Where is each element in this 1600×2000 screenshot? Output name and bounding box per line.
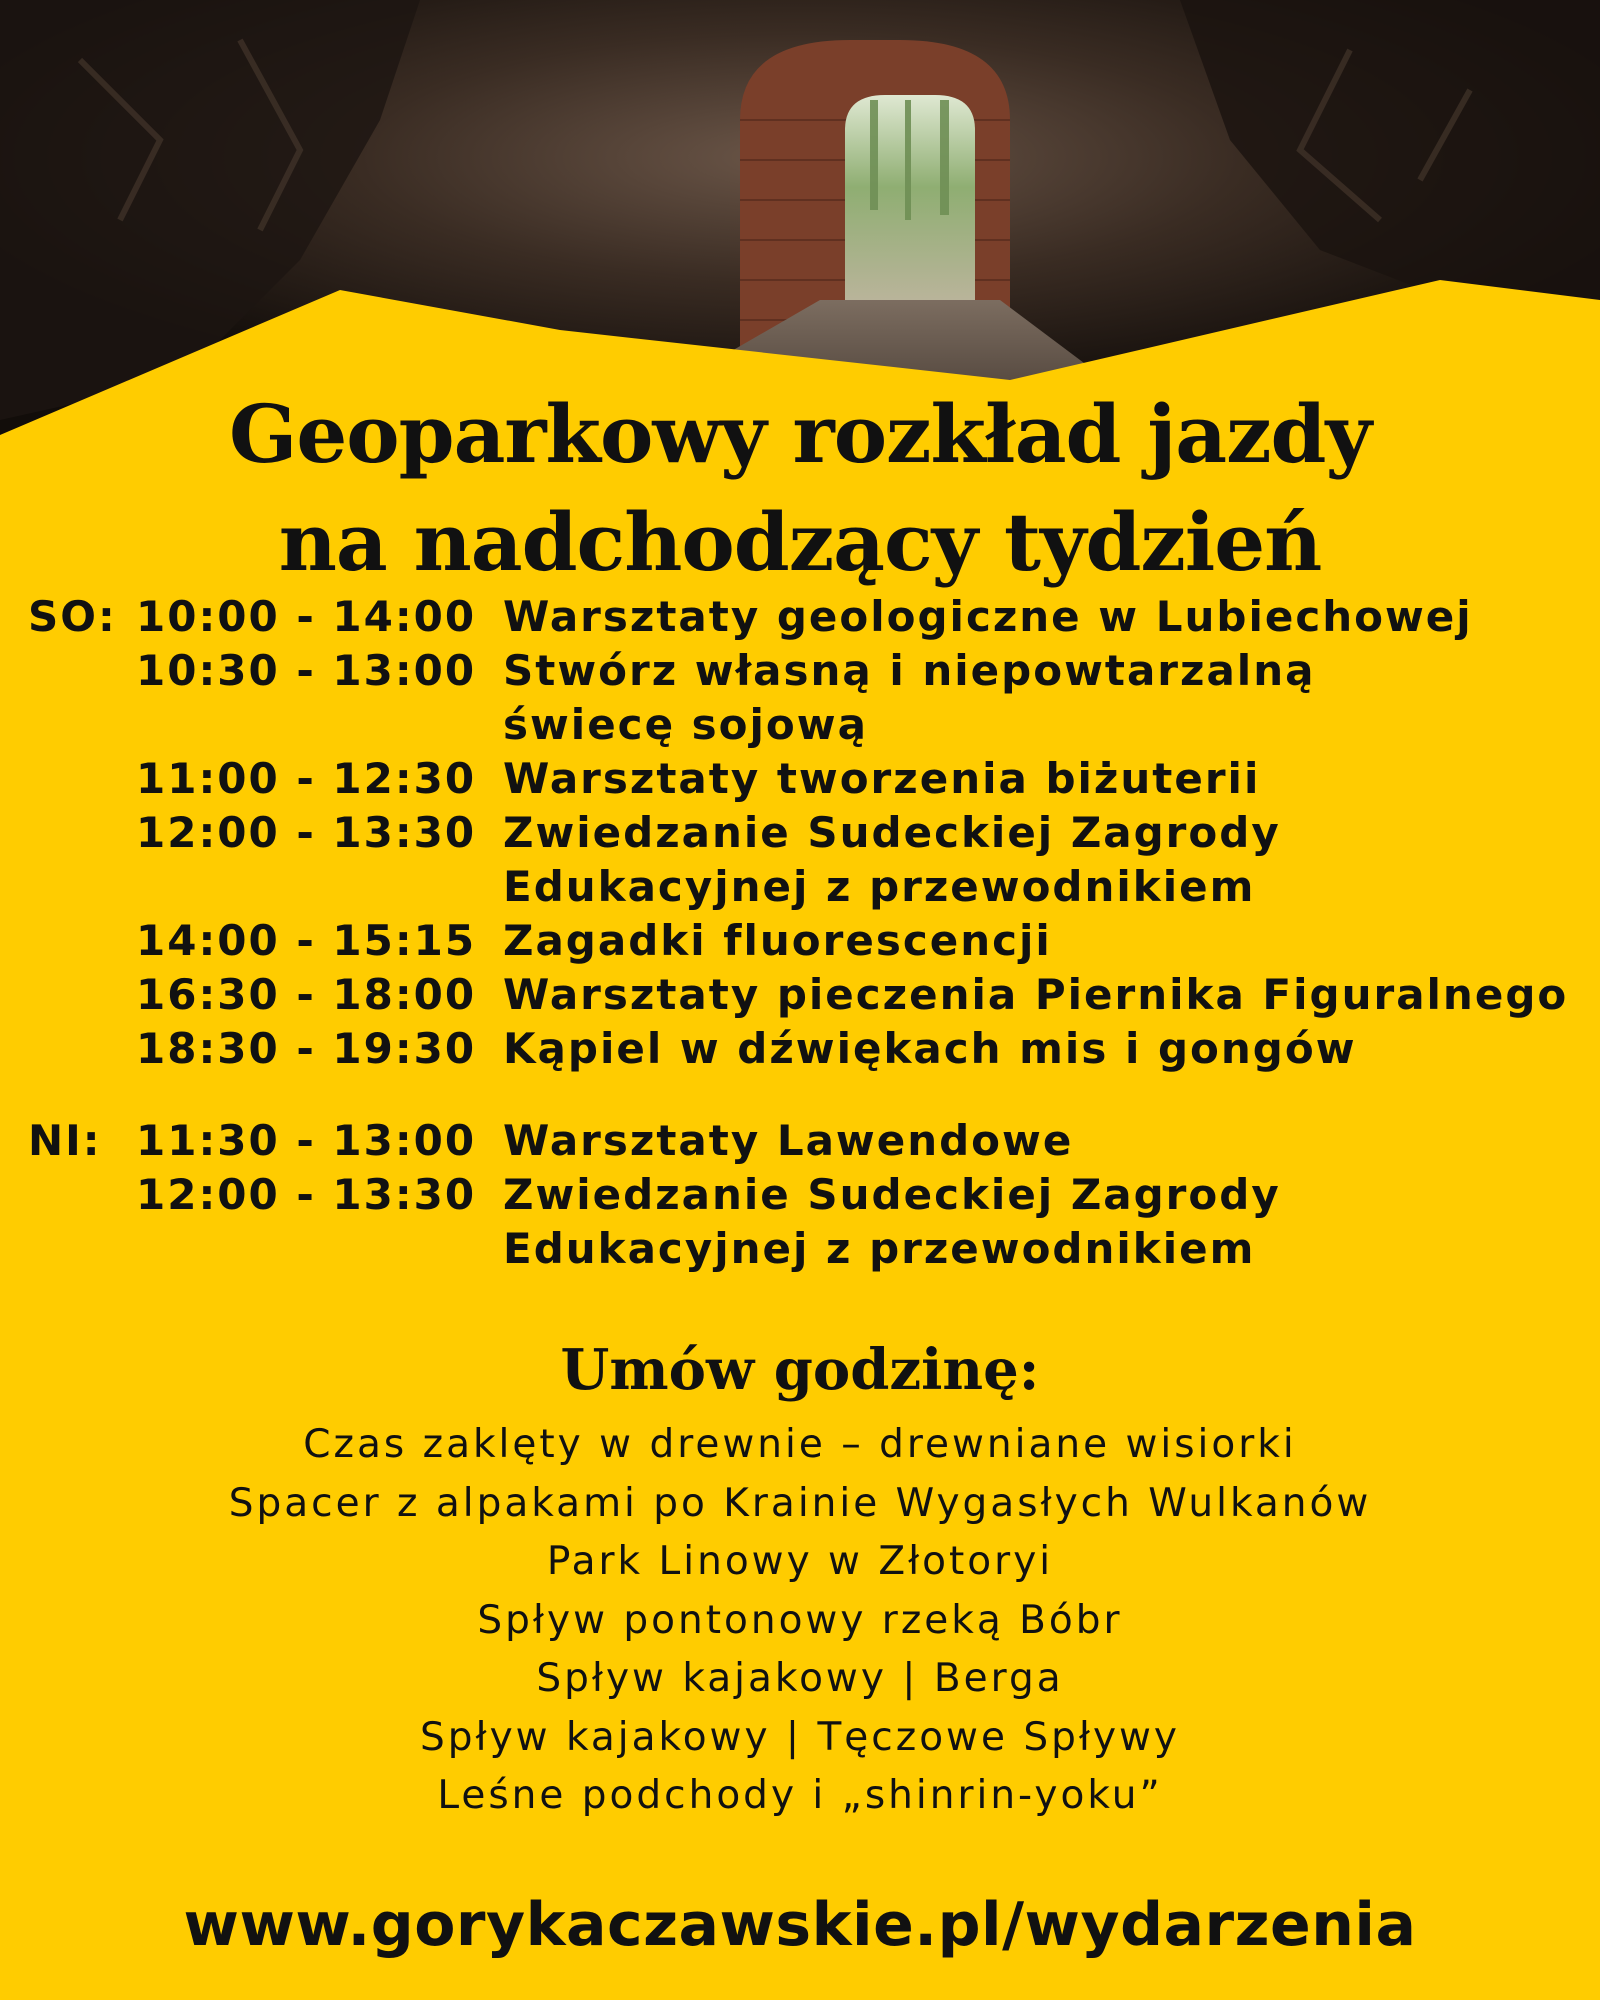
- event-time: 12:00 - 13:30: [136, 808, 477, 857]
- event-time: 14:00 - 15:15: [136, 916, 477, 965]
- event-time: 12:00 - 13:30: [136, 1170, 477, 1219]
- page-title: [0, 380, 1600, 596]
- event-title: Zwiedzanie Sudeckiej Zagrody Edukacyjnej z przewodnikiem: [503, 808, 1281, 911]
- schedule: [0, 590, 1600, 1276]
- event-time: 18:30 - 19:30: [136, 1024, 477, 1073]
- appointment-list: [0, 1416, 1600, 1826]
- event-title: Zagadki fluorescencji: [503, 916, 1052, 965]
- schedule-row: [0, 968, 1600, 1022]
- appointment-item: Spływ pontonowy rzeką Bóbr: [477, 1597, 1123, 1643]
- day-label-saturday: SO:: [28, 592, 117, 641]
- appointment-item: Spływ kajakowy | Berga: [536, 1656, 1064, 1701]
- appointment-item: Leśne podchody i „shinrin-yoku”: [437, 1773, 1163, 1818]
- schedule-row: [0, 1022, 1600, 1076]
- schedule-row: [0, 752, 1600, 806]
- event-title: Zwiedzanie Sudeckiej Zagrody Edukacyjnej z przewodnikiem: [503, 1170, 1281, 1273]
- day-label-sunday: NI:: [28, 1116, 102, 1165]
- appointment-item: Spacer z alpakami po Krainie Wygasłych Wulkanów: [228, 1480, 1372, 1526]
- schedule-row: [0, 914, 1600, 968]
- schedule-row: [0, 590, 1600, 644]
- appointment-item: Park Linowy w Złotoryi: [546, 1539, 1054, 1584]
- event-time: 11:00 - 12:30: [136, 754, 477, 803]
- schedule-saturday: [0, 590, 1600, 1076]
- event-time: 10:00 - 14:00: [136, 592, 477, 641]
- schedule-row: [0, 1168, 1600, 1276]
- title-line-2: na nadchodzący tydzień: [278, 495, 1322, 589]
- event-time: 11:30 - 13:00: [136, 1116, 477, 1165]
- event-title: Stwórz własną i niepowtarzalną świecę sojową: [503, 646, 1316, 749]
- appointment-section: [0, 1330, 1600, 1826]
- event-title: Kąpiel w dźwiękach mis i gongów: [503, 1024, 1357, 1073]
- appointment-heading: Umów godzinę:: [560, 1337, 1040, 1403]
- event-time: 16:30 - 18:00: [136, 970, 477, 1019]
- schedule-sunday: [0, 1114, 1600, 1276]
- website-url[interactable]: www.gorykaczawskie.pl/wydarzenia: [183, 1890, 1417, 1960]
- schedule-row: [0, 644, 1600, 752]
- event-time: 10:30 - 13:00: [136, 646, 477, 695]
- schedule-row: [0, 806, 1600, 914]
- appointment-item: Czas zaklęty w drewnie – drewniane wisiorki: [303, 1422, 1297, 1467]
- event-title: Warsztaty tworzenia biżuterii: [503, 754, 1261, 803]
- appointment-item: Spływ kajakowy | Tęczowe Spływy: [420, 1714, 1180, 1760]
- event-title: Warsztaty Lawendowe: [503, 1116, 1074, 1165]
- event-title: Warsztaty geologiczne w Lubiechowej: [503, 592, 1473, 641]
- title-line-1: Geoparkowy rozkład jazdy: [229, 387, 1371, 481]
- event-title: Warsztaty pieczenia Piernika Figuralnego: [503, 970, 1569, 1019]
- schedule-row: [0, 1114, 1600, 1168]
